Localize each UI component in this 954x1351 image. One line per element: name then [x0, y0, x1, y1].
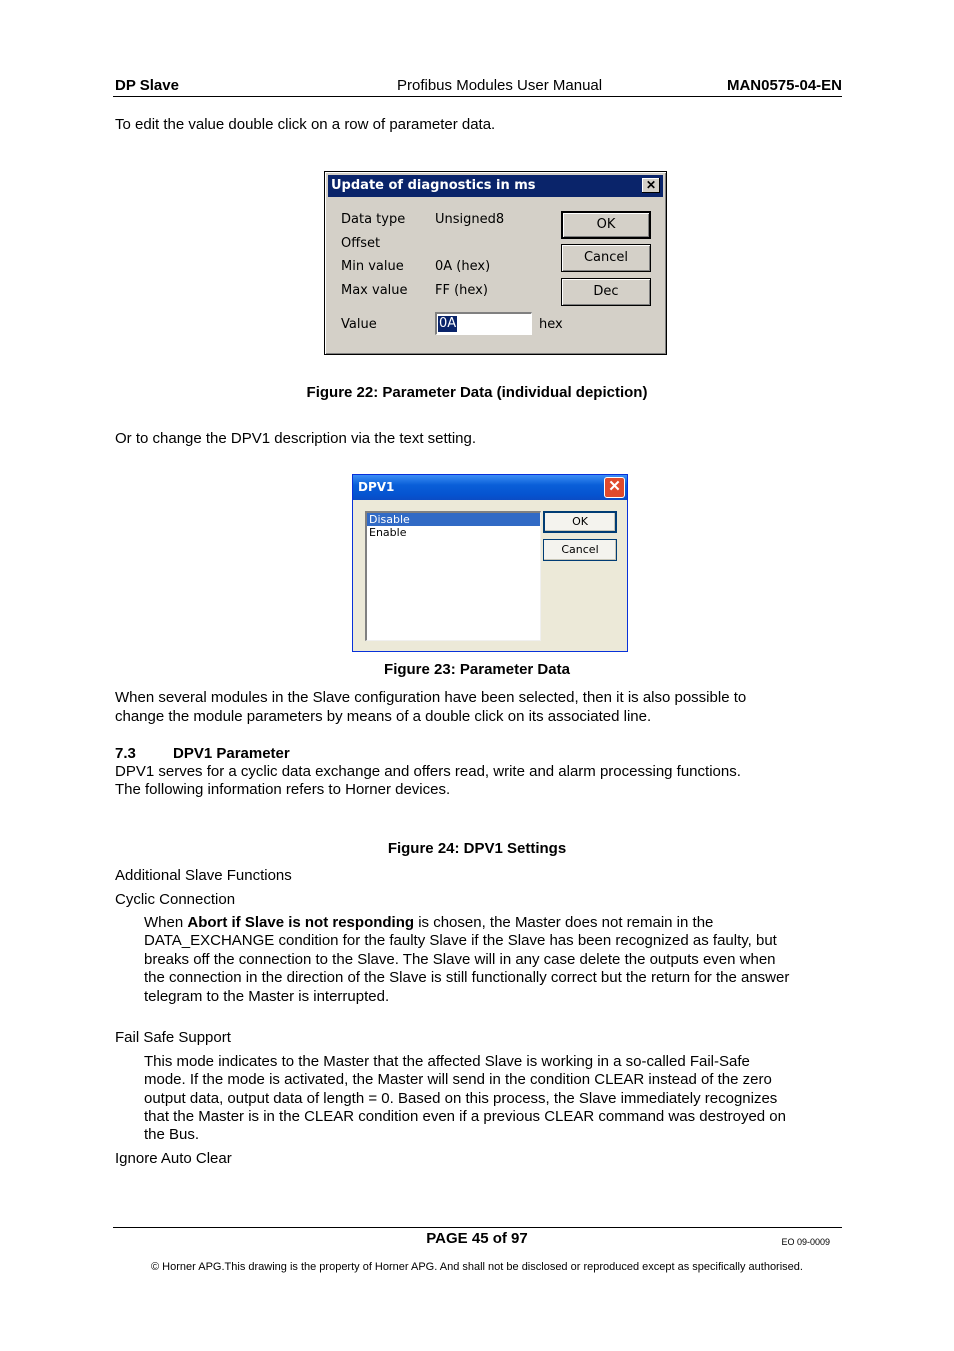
list-item[interactable]: Disable [367, 513, 540, 526]
header-left: DP Slave [115, 77, 179, 94]
cyclic-text-first-line [144, 914, 713, 933]
copyright-notice: © Horner APG.This drawing is the property of Horner APG. And shall not be disclosed or reproduced except as specifically authorised. [151, 1261, 803, 1273]
cyclic-connection-heading: Cyclic Connection [115, 891, 236, 908]
figure-23-caption: Figure 23: Parameter Data [384, 661, 570, 678]
fail-safe-text-line: This mode indicates to the Master that the affected Slave is working in a so-called Fail-Safe [144, 1053, 750, 1070]
figure-24-caption: Figure 24: DPV1 Settings [387, 840, 567, 857]
header-right: MAN0575-04-EN [726, 77, 842, 94]
section-text-line: The following information refers to Horner devices. [115, 781, 451, 798]
cancel-button[interactable]: Cancel [543, 539, 617, 561]
eo-number: EO 09-0009 [781, 1237, 830, 1247]
dpv1-dialog [352, 474, 628, 652]
header-center: Profibus Modules User Manual [397, 77, 603, 94]
figure-22-caption: Figure 22: Parameter Data (individual depiction) [306, 384, 648, 401]
cyclic-text-line: the connection in the direction of the Slave is still functionally correct but the return for the answer [144, 969, 790, 986]
text-run: When [144, 914, 188, 931]
close-icon[interactable]: ✕ [642, 178, 660, 193]
ignore-auto-clear-heading: Ignore Auto Clear [115, 1150, 232, 1167]
dpv1-intro-text: Or to change the DPV1 description via the text setting. [115, 430, 477, 447]
fail-safe-text-line: the Bus. [144, 1126, 200, 1143]
ok-button[interactable]: OK [561, 211, 651, 239]
emphasis-text: Abort if Slave is not responding [187, 914, 415, 931]
update-diagnostics-dialog [324, 171, 667, 355]
ok-button[interactable]: OK [543, 511, 617, 533]
dialog-title: DPV1 [353, 475, 627, 500]
min-value-label: Min value [341, 259, 404, 274]
fail-safe-text-line: that the Master is in the CLEAR condition even if a previous CLEAR command was destroyed on [144, 1108, 786, 1125]
dec-button[interactable]: Dec [561, 278, 651, 306]
fail-safe-text-line: mode. If the mode is activated, the Master will send in the condition CLEAR instead of the zero [144, 1071, 772, 1088]
close-icon[interactable]: ✕ [604, 477, 625, 498]
text-run: is chosen, the Master does not remain in the [414, 914, 714, 931]
footer-rule [113, 1227, 842, 1228]
max-value-label: Max value [341, 283, 408, 298]
fail-safe-heading: Fail Safe Support [115, 1029, 231, 1046]
offset-label: Offset [341, 236, 381, 251]
cyclic-text-line: telegram to the Master is interrupted. [144, 988, 390, 1005]
dpv1-option-list[interactable] [365, 511, 541, 641]
data-type-label: Data type [341, 212, 406, 227]
value-input-text: 0A [439, 316, 457, 331]
cyclic-text-line: breaks off the connection to the Slave. The Slave will in any case delete the outputs even when [144, 951, 776, 968]
list-item[interactable]: Enable [369, 526, 407, 539]
page-number: PAGE 45 of 97 [426, 1230, 528, 1247]
dialog-title: Update of diagnostics in ms [328, 175, 663, 197]
section-title: DPV1 Parameter [173, 745, 290, 762]
min-value: 0A (hex) [435, 259, 491, 274]
section-number: 7.3 [115, 745, 136, 762]
max-value: FF (hex) [435, 283, 488, 298]
value-unit: hex [539, 317, 563, 332]
fail-safe-text-line: output data, output data of length = 0. Based on this process, the Slave immediately recognizes [144, 1090, 778, 1107]
data-type-value: Unsigned8 [435, 212, 505, 227]
header-rule [113, 96, 842, 97]
modules-text-line: When several modules in the Slave configuration have been selected, then it is also possible to [115, 689, 747, 706]
value-input[interactable] [435, 312, 532, 335]
value-label: Value [341, 317, 377, 332]
cancel-button[interactable]: Cancel [561, 244, 651, 272]
intro-text: To edit the value double click on a row of parameter data. [115, 116, 496, 133]
modules-text-line: change the module parameters by means of a double click on its associated line. [115, 708, 652, 725]
cyclic-text-line: DATA_EXCHANGE condition for the faulty Slave if the Slave has been recognized as faulty, but [144, 932, 777, 949]
section-text-line: DPV1 serves for a cyclic data exchange and offers read, write and alarm processing functions. [115, 763, 741, 780]
additional-functions-heading: Additional Slave Functions [115, 867, 292, 884]
